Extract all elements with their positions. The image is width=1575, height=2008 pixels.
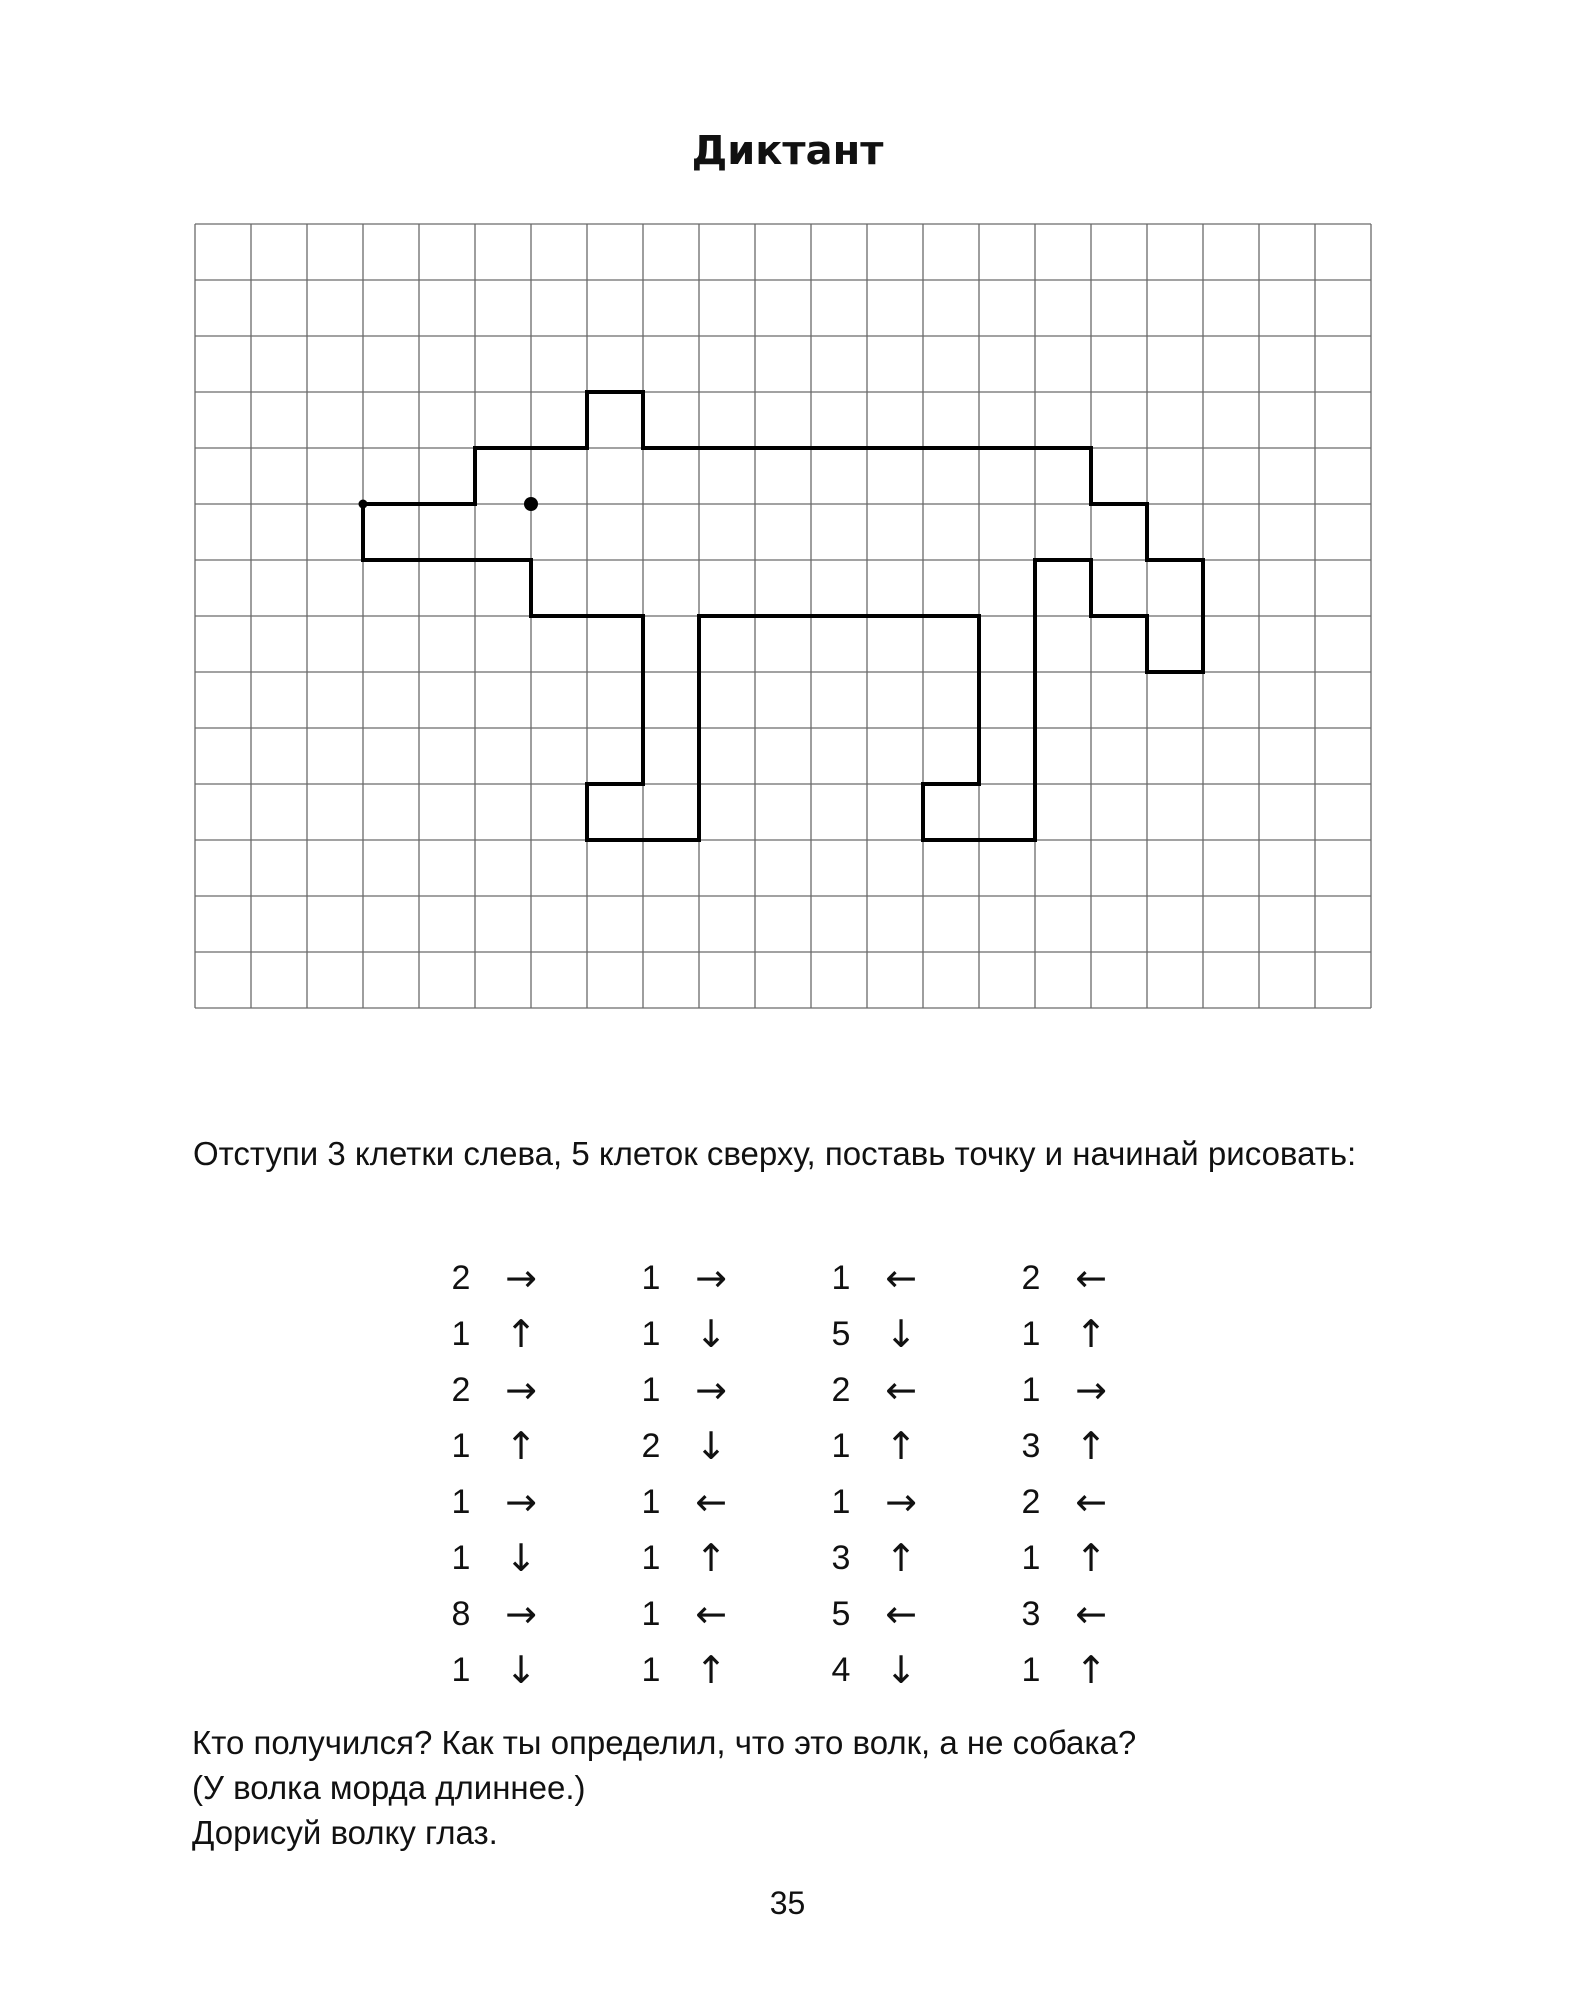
command-arrow-icon: → xyxy=(695,1256,727,1300)
command-row xyxy=(436,1642,586,1698)
answer-hint-text: (У волка морда длиннее.) xyxy=(192,1769,586,1806)
command-arrow-icon: → xyxy=(505,1368,537,1412)
command-column-2 xyxy=(626,1250,776,1698)
wolf-eye-dot xyxy=(524,497,538,511)
command-row xyxy=(626,1586,776,1642)
command-count: 2 xyxy=(1021,1482,1041,1521)
command-arrow-icon: ↓ xyxy=(505,1536,537,1580)
command-row xyxy=(436,1530,586,1586)
command-arrow-icon: → xyxy=(1075,1368,1107,1412)
command-row xyxy=(816,1418,966,1474)
command-row xyxy=(1006,1530,1156,1586)
command-arrow-icon: ↓ xyxy=(885,1312,917,1356)
command-count: 1 xyxy=(641,1482,661,1521)
instructions-text: Отступи 3 клетки слева, 5 клеток сверху, поставь точку и начинай рисовать: xyxy=(193,1135,1357,1172)
command-arrow-icon: ↑ xyxy=(1075,1312,1107,1356)
command-row xyxy=(816,1530,966,1586)
command-count: 1 xyxy=(451,1426,471,1465)
command-count: 1 xyxy=(1021,1650,1041,1689)
command-count: 1 xyxy=(641,1538,661,1577)
start-point-dot xyxy=(359,500,368,509)
command-count: 4 xyxy=(831,1650,851,1689)
command-count: 2 xyxy=(451,1370,471,1409)
command-arrow-icon: → xyxy=(695,1368,727,1412)
command-row xyxy=(1006,1474,1156,1530)
command-count: 1 xyxy=(451,1650,471,1689)
command-arrow-icon: ← xyxy=(885,1256,917,1300)
command-row xyxy=(816,1306,966,1362)
command-count: 2 xyxy=(641,1426,661,1465)
command-row xyxy=(1006,1306,1156,1362)
command-arrow-icon: ← xyxy=(1075,1592,1107,1636)
command-count: 1 xyxy=(451,1538,471,1577)
command-count: 1 xyxy=(1021,1314,1041,1353)
command-row xyxy=(816,1586,966,1642)
command-arrow-icon: ↑ xyxy=(505,1424,537,1468)
command-arrow-icon: → xyxy=(505,1480,537,1524)
command-arrow-icon: ↓ xyxy=(505,1648,537,1692)
command-row xyxy=(436,1250,586,1306)
command-count: 3 xyxy=(1021,1426,1041,1465)
command-row xyxy=(1006,1586,1156,1642)
command-row xyxy=(1006,1642,1156,1698)
command-row xyxy=(1006,1418,1156,1474)
command-row xyxy=(816,1250,966,1306)
command-row xyxy=(626,1306,776,1362)
command-arrow-icon: ← xyxy=(695,1480,727,1524)
command-arrow-icon: ← xyxy=(1075,1480,1107,1524)
command-count: 1 xyxy=(641,1258,661,1297)
command-arrow-icon: ↑ xyxy=(1075,1648,1107,1692)
command-column-3 xyxy=(816,1250,966,1698)
command-arrow-icon: ↓ xyxy=(885,1648,917,1692)
command-count: 1 xyxy=(451,1314,471,1353)
command-count: 1 xyxy=(641,1314,661,1353)
command-count: 1 xyxy=(831,1482,851,1521)
question-text: Кто получился? Как ты определил, что это волк, а не собака? xyxy=(192,1724,1137,1761)
command-count: 1 xyxy=(1021,1538,1041,1577)
command-arrow-icon: ← xyxy=(885,1368,917,1412)
command-arrow-icon: ↑ xyxy=(505,1312,537,1356)
command-count: 1 xyxy=(831,1258,851,1297)
command-count: 1 xyxy=(641,1650,661,1689)
page-title: Диктант xyxy=(691,128,884,174)
command-row xyxy=(1006,1362,1156,1418)
command-row xyxy=(436,1306,586,1362)
task-text: Дорисуй волку глаз. xyxy=(192,1814,498,1851)
command-count: 2 xyxy=(1021,1258,1041,1297)
page-number: 35 xyxy=(769,1885,806,1921)
command-arrow-icon: ↑ xyxy=(1075,1536,1107,1580)
command-arrow-icon: ↑ xyxy=(885,1424,917,1468)
command-count: 1 xyxy=(451,1482,471,1521)
command-row xyxy=(626,1642,776,1698)
command-count: 5 xyxy=(831,1594,851,1633)
command-row xyxy=(1006,1250,1156,1306)
command-row xyxy=(436,1418,586,1474)
command-column-1 xyxy=(436,1250,586,1698)
command-row xyxy=(816,1362,966,1418)
command-arrow-icon: ← xyxy=(1075,1256,1107,1300)
command-arrow-icon: ↑ xyxy=(695,1536,727,1580)
command-column-4 xyxy=(1006,1250,1156,1698)
command-row xyxy=(816,1474,966,1530)
command-count: 8 xyxy=(451,1594,471,1633)
command-count: 2 xyxy=(451,1258,471,1297)
command-count: 1 xyxy=(641,1370,661,1409)
command-count: 1 xyxy=(641,1594,661,1633)
command-arrow-icon: ↓ xyxy=(695,1424,727,1468)
command-count: 2 xyxy=(831,1370,851,1409)
command-count: 1 xyxy=(831,1426,851,1465)
command-row xyxy=(626,1474,776,1530)
command-arrow-icon: → xyxy=(505,1592,537,1636)
command-row xyxy=(436,1474,586,1530)
command-row xyxy=(626,1418,776,1474)
command-arrow-icon: → xyxy=(505,1256,537,1300)
command-row xyxy=(626,1530,776,1586)
command-arrow-icon: ↑ xyxy=(885,1536,917,1580)
command-arrow-icon: ← xyxy=(885,1592,917,1636)
command-arrow-icon: ↑ xyxy=(1075,1424,1107,1468)
command-row xyxy=(816,1642,966,1698)
command-row xyxy=(626,1250,776,1306)
command-arrow-icon: ↓ xyxy=(695,1312,727,1356)
command-arrow-icon: → xyxy=(885,1480,917,1524)
command-count: 1 xyxy=(1021,1370,1041,1409)
command-row xyxy=(626,1362,776,1418)
command-count: 3 xyxy=(1021,1594,1041,1633)
command-row xyxy=(436,1586,586,1642)
command-arrow-icon: ↑ xyxy=(695,1648,727,1692)
command-row xyxy=(436,1362,586,1418)
command-arrow-icon: ← xyxy=(695,1592,727,1636)
command-count: 3 xyxy=(831,1538,851,1577)
command-count: 5 xyxy=(831,1314,851,1353)
